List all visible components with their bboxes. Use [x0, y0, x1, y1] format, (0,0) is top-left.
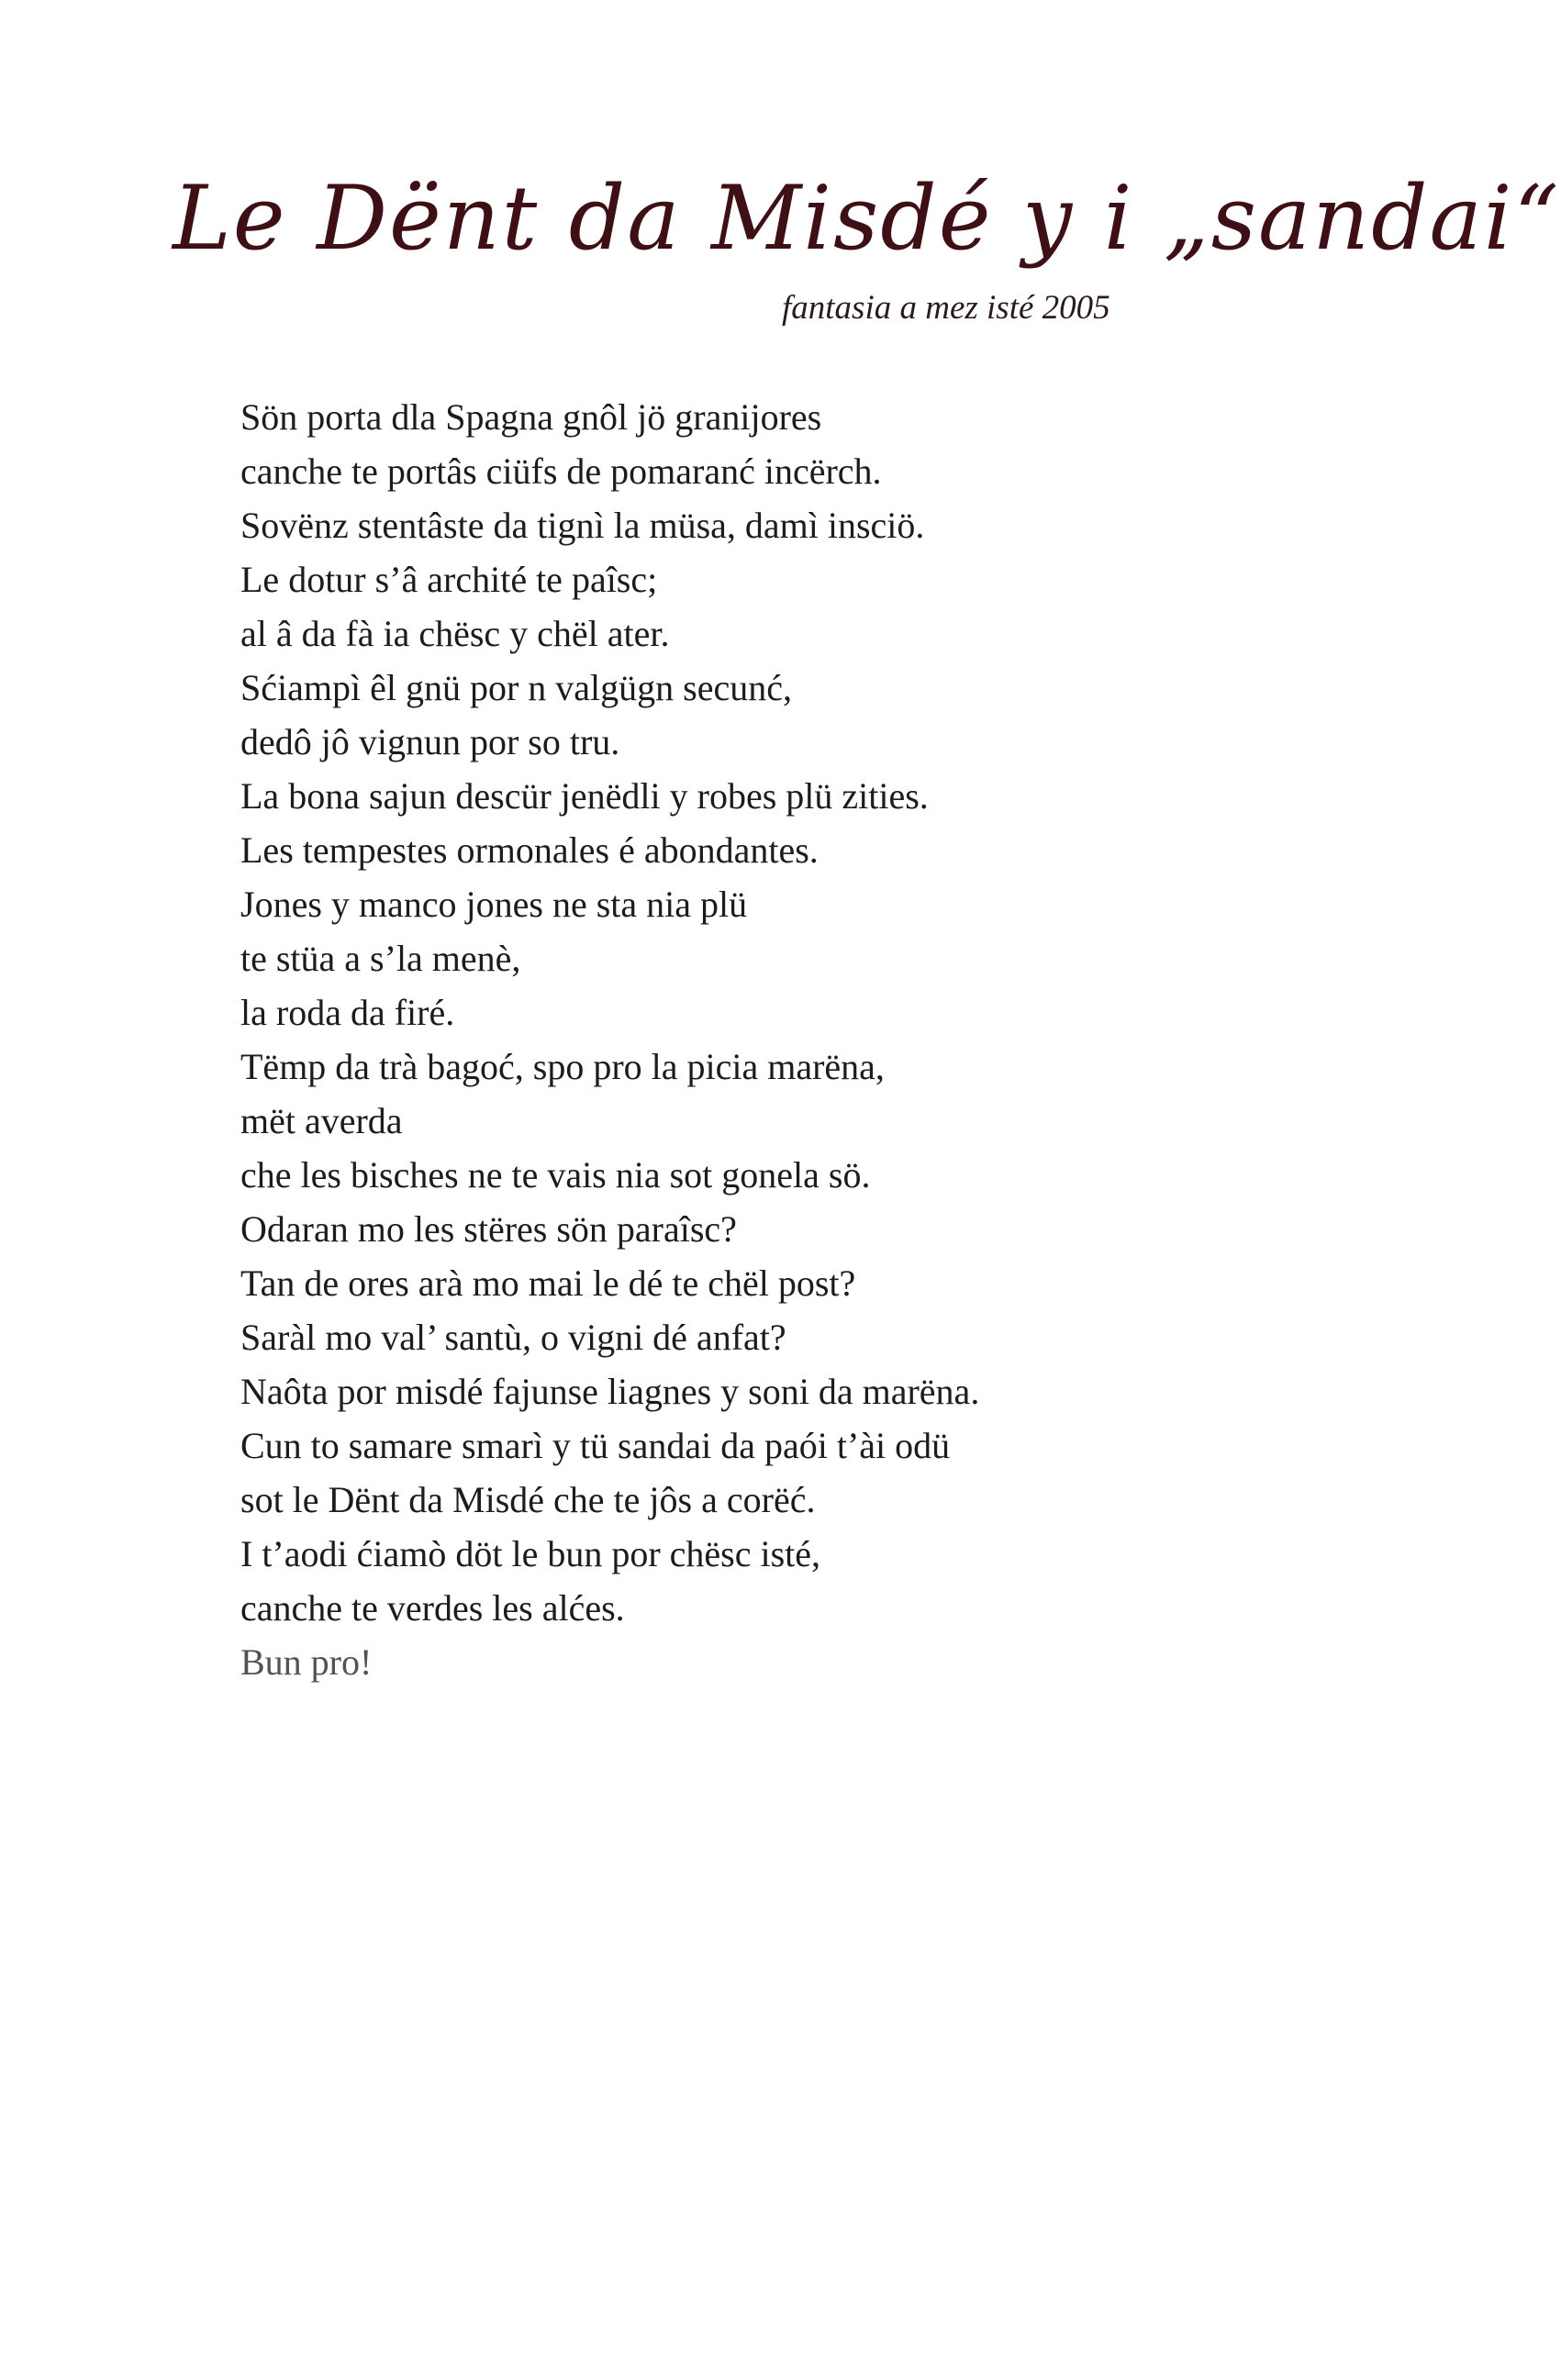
poem-line: canche te verdes les alćes.: [240, 1587, 625, 1629]
poem-line: Saràl mo val’ santù, o vigni dé anfat?: [240, 1317, 786, 1358]
poem-line: Sovënz stentâste da tignì la müsa, damì insciö.: [240, 505, 925, 546]
poem-line: mët averda: [240, 1100, 403, 1141]
poem-title: Le Dënt da Misdé y i „sandai“: [173, 167, 1561, 270]
poem-line: Naôta por misdé fajunse liagnes y soni da marëna.: [240, 1371, 980, 1412]
poem-line: I t’aodi ćiamò döt le bun por chësc isté,: [240, 1533, 821, 1574]
poem-line: Odaran mo les stëres sön paraîsc?: [240, 1208, 737, 1250]
poem-subtitle: fantasia a mez isté 2005: [782, 289, 1110, 327]
poem-line: canche te portâs ciüfs de pomaranć incërch.: [240, 450, 882, 492]
poem-line: Le dotur s’â archité te paîsc;: [240, 559, 658, 600]
poem-line: al â da fà ia chësc y chël ater.: [240, 613, 670, 654]
poem-line: Les tempestes ormonales é abondantes.: [240, 829, 819, 871]
poem-line: Jones y manco jones ne sta nia plü: [240, 884, 748, 925]
poem-line: Tëmp da trà bagoć, spo pro la picia marëna,: [240, 1046, 885, 1087]
poem-line: sot le Dënt da Misdé che te jôs a corëć.: [240, 1479, 816, 1520]
poem-line: Sćiampì êl gnü por n valgügn secunć,: [240, 667, 792, 708]
poem-line: che les bisches ne te vais nia sot gonela sö.: [240, 1154, 871, 1196]
poem-body: [240, 390, 979, 1689]
poem-line: te stüa a s’la menè,: [240, 938, 521, 979]
poem-line: la roda da firé.: [240, 992, 455, 1033]
poem-line: Cun to samare smarì y tü sandai da paói t’ài odü: [240, 1425, 951, 1466]
poem-line: Sön porta dla Spagna gnôl jö granijores: [240, 396, 822, 438]
poem-line: Bun pro!: [240, 1641, 373, 1683]
poem-line: La bona sajun descür jenëdli y robes plü zities.: [240, 775, 929, 817]
poem-line: Tan de ores arà mo mai le dé te chël post?: [240, 1262, 856, 1304]
poem-line: dedô jô vignun por so tru.: [240, 721, 620, 762]
